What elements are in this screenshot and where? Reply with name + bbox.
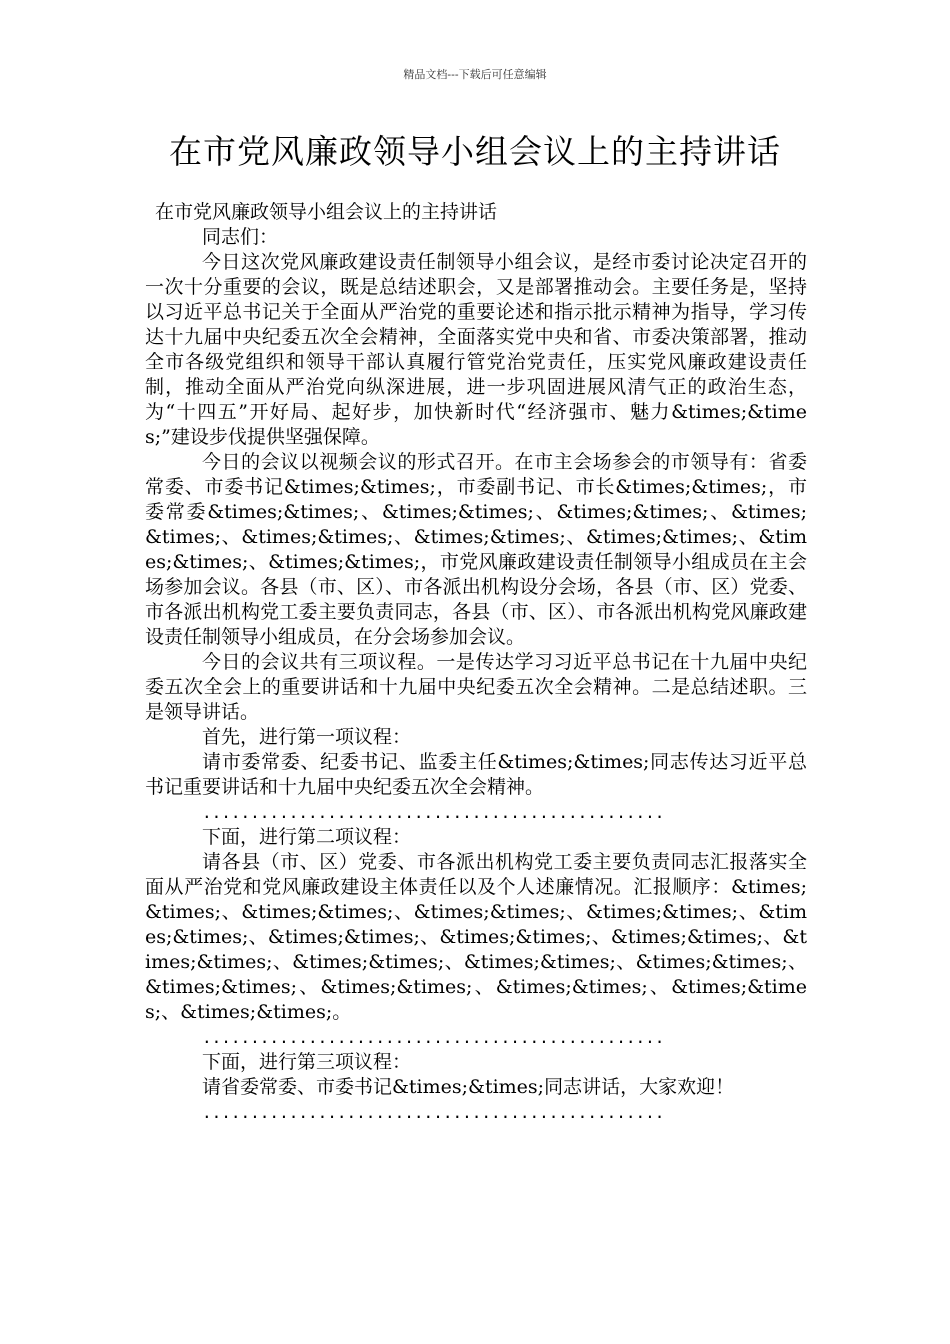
- ellipsis-separator: ................................................: [202, 803, 665, 822]
- body-paragraph: 今日这次党风廉政建设责任制领导小组会议，是经市委讨论决定召开的一次十分重要的会议，既是总结述职会，又是部署推动会。主要任务是，坚持以习近平总书记关于全面从严治党的重要论述和指示批示精神为指导，学习传达十九届中央纪委五次全会精神，全面落实党中央和省、市委决策部署，推动全市各级党组织和领导干部认真履行管党治党责任，压实党风廉政建设责任制，推动全面从严治党向纵深进展，进一步巩固进展风清气正的政治生态，为“十四五”开好局、起好步，加快新时代“经济强市、魅力&times;&times;”建设步伐提供坚强保障。: [145, 251, 807, 448]
- ellipsis-separator: ................................................: [202, 1103, 665, 1122]
- header-note: 精品文档---下载后可任意编辑: [403, 68, 547, 81]
- agenda-heading: 下面，进行第三项议程：: [202, 1051, 412, 1073]
- body-paragraph: 请各县（市、区）党委、市各派出机构党工委主要负责同志汇报落实全面从严治党和党风廉政建设主体责任以及个人述廉情况。汇报顺序：&times;&times;、&times;&times;、&times;&times;、&times;&times;、&times;&times;、&times;&times;、&times;&times;、&times;&times;、&times;&times;、&times;&times;、&times;&times;、&times;&times;、&times;&times;、&times;&times;、&times;&times;、&times;&times;、&times;&times;。: [145, 851, 807, 1023]
- document-title: 在市党风廉政领导小组会议上的主持讲话: [169, 132, 781, 171]
- subtitle-paragraph: 在市党风廉政领导小组会议上的主持讲话: [155, 201, 498, 223]
- document-body: [145, 200, 807, 1125]
- agenda-heading: 首先，进行第一项议程：: [202, 726, 412, 748]
- salutation: 同志们：: [202, 226, 279, 248]
- agenda-heading: 下面，进行第二项议程：: [202, 826, 412, 848]
- body-paragraph: 今日的会议共有三项议程。一是传达学习习近平总书记在十九届中央纪委五次全会上的重要讲话和十九届中央纪委五次全会精神。二是总结述职。三是领导讲话。: [145, 651, 807, 723]
- body-paragraph: 请市委常委、纪委书记、监委主任&times;&times;同志传达习近平总书记重要讲话和十九届中央纪委五次全会精神。: [145, 751, 807, 798]
- ellipsis-separator: ................................................: [202, 1028, 665, 1047]
- body-paragraph: 今日的会议以视频会议的形式召开。在市主会场参会的市领导有：省委常委、市委书记&times;&times;，市委副书记、市长&times;&times;，市委常委&times;&times;、&times;&times;、&times;&times;、&times;&times;、&times;&times;、&times;&times;、&times;&times;、&times;&times;、&times;&times;，市党风廉政建设责任制领导小组成员在主会场参加会议。各县（市、区）、市各派出机构设分会场，各县（市、区）党委、市各派出机构党工委主要负责同志，各县（市、区）、市各派出机构党风廉政建设责任制领导小组成员，在分会场参加会议。: [145, 451, 807, 648]
- body-paragraph: 请省委常委、市委书记&times;&times;同志讲话，大家欢迎！: [202, 1076, 735, 1098]
